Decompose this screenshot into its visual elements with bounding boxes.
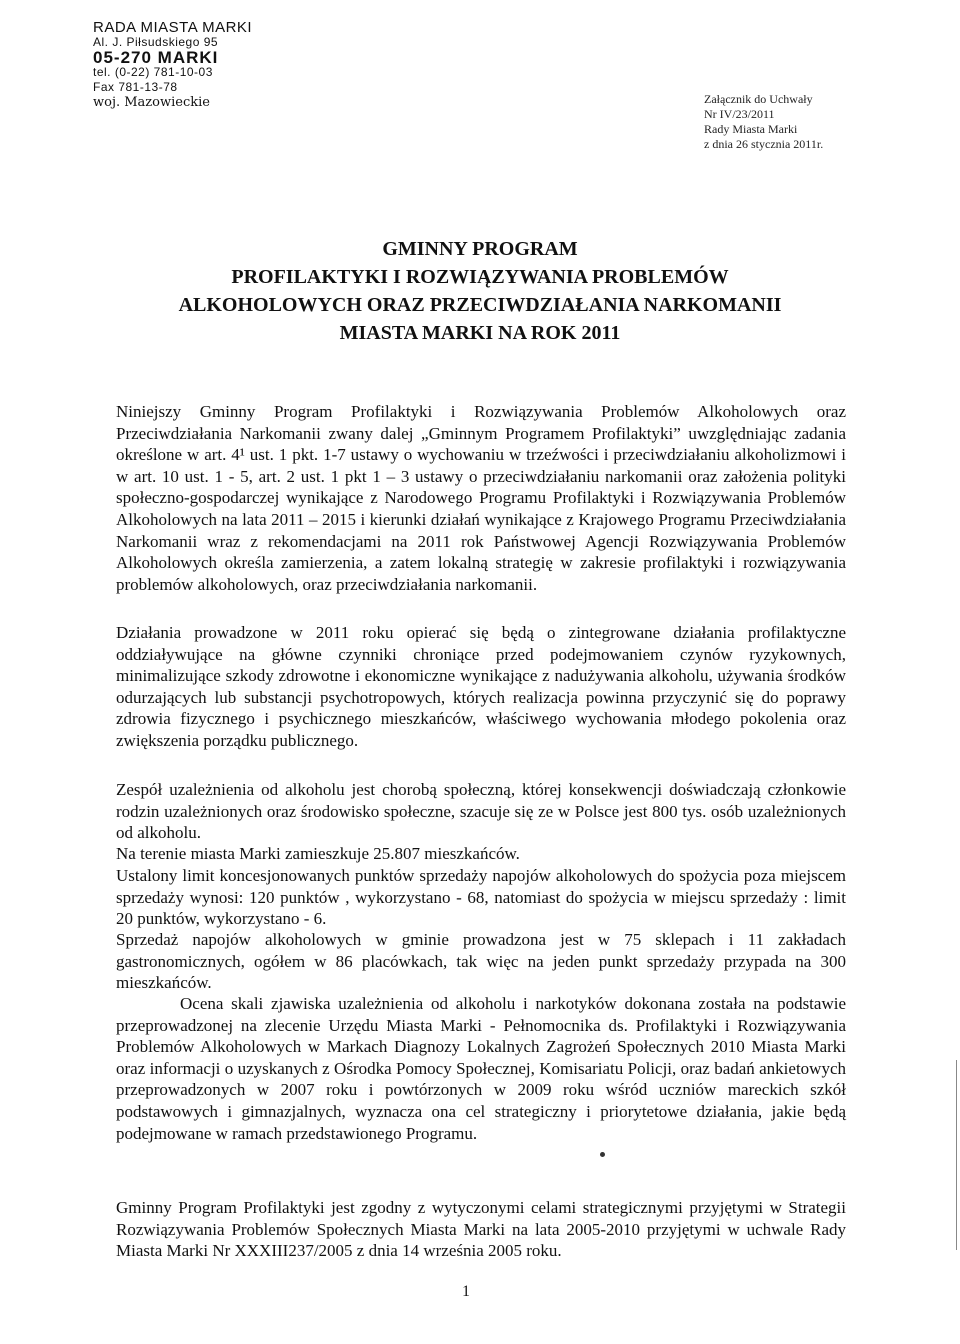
- attachment-line-3: Rady Miasta Marki: [704, 122, 798, 136]
- stamp-fax: Fax 781-13-78: [93, 80, 178, 94]
- intro-paragraph: Niniejszy Gminny Program Profilaktyki i Rozwiązywania Problemów Alkoholowych oraz Przeciwdziałania Narkomanii zwany dalej „Gminnym Programem Profilaktyki” uwzględniając zadania określone w art. 4¹ ust. 1 pkt. 1-7 ustawy o wychowaniu w trzeźwości i przeciwdziałaniu alkoholizmowi i w art. 10 ust. 1 - 5, art. 2 ust. 1 pkt 1 – 3 ustawy o przeciwdziałaniu narkomanii oraz założenia polityki społeczno-gospodarczej wynikające z Narodowego Programu Profilaktyki i Rozwiązywania Problemów Alkoholowych na lata 2011 – 2015 i kierunki działań wynikające z Krajowego Programu Przeciwdziałania Narkomanii wraz z rekomendacjami na 2011 rok Państwowej Agencji Rozwiązywania Problemów Alkoholowych określa zamierzenia, a zatem lokalną strategię w zakresie profilaktyki i rozwiązywania problemów alkoholowych, oraz przeciwdziałania narkomanii.: [116, 402, 846, 594]
- stamp-council-name: RADA MIASTA MARKI: [93, 19, 253, 36]
- stray-mark: [600, 1152, 605, 1157]
- page-number: 1: [462, 1283, 470, 1300]
- assessment-paragraph: Ocena skali zjawiska uzależnienia od alkoholu i narkotyków dokonana została na podstawie przeprowadzonej na zlecenie Urzędu Miasta Marki - Pełnomocnika ds. Profilaktyki i Rozwiązywania Problemów Alkoholowych w Markach Diagnozy Lokalnych Zagrożeń Społecznych 2010 Miasta Marki oraz informacji o uzyskanych z Ośrodka Pomocy Społecznej, Komisariatu Policji, oraz badań ankietowych przeprowadzonych w 2007 roku i powtórzonych w 2009 roku wśród uczniów mareckich szkół podstawowych i gimnazjalnych, wyznacza ona cel strategiczny i priorytetowe działania, jakie będą podejmowane w ramach przedstawionego Programu.: [116, 994, 846, 1143]
- title-line-3: ALKOHOLOWYCH ORAZ PRZECIWDZIAŁANIA NARKOMANII: [178, 294, 782, 316]
- title-line-2: PROFILAKTYKI I ROZWIĄZYWANIA PROBLEMÓW: [231, 266, 729, 288]
- sales-points-paragraph: Sprzedaż napojów alkoholowych w gminie prowadzona jest w 75 sklepach i 11 zakładach gastronomicznych, ogółem w 86 placówkach, tak więc na jeden punkt sprzedaży przypada na 300 mieszkańców.: [116, 930, 846, 993]
- title-line-4: MIASTA MARKI NA ROK 2011: [339, 322, 621, 344]
- dependency-paragraph: Zespół uzależnienia od alkoholu jest chorobą społeczną, której konsekwencji doświadczają członkowie rodzin uzależnionych oraz środowisko społeczne, szacuje się ze w Polsce jest 800 tys. osób uzależnionych od alkoholu.: [116, 780, 846, 843]
- attachment-note: [704, 92, 823, 152]
- title-line-1: GMINNY PROGRAM: [382, 238, 578, 260]
- stamp-street: Al. J. Piłsudskiego 95: [93, 35, 219, 49]
- attachment-line-4: z dnia 26 stycznia 2011r.: [704, 137, 824, 151]
- strategy-paragraph: Gminny Program Profilaktyki jest zgodny z wytyczonymi celami strategicznymi przyjętymi w Strategii Rozwiązywania Problemów Społecznych Miasta Marki na lata 2005-2010 przyjętymi w uchwale Rady Miasta Marki Nr XXXIII237/2005 z dnia 14 września 2005 roku.: [116, 1198, 846, 1261]
- stamp-phone: tel. (0-22) 781-10-03: [93, 65, 213, 79]
- council-stamp: [93, 20, 252, 110]
- stamp-postcode-city: 05-270 MARKI: [93, 48, 219, 67]
- population-paragraph: Na terenie miasta Marki zamieszkuje 25.807 mieszkańców.: [116, 844, 520, 863]
- actions-paragraph: Działania prowadzone w 2011 roku opierać się będą o zintegrowane działania profilaktyczne oddziaływujące na główne czynniki chroniące przed podejmowaniem czynów ryzykownych, minimalizujące szkody zdrowotne i ekonomiczne wynikające z nadużywania alkoholu, używania środków odurzających lub substancji psychotropowych, których realizacja powinna przyczynić się do poprawy zdrowia fizycznego i psychicznego mieszkańców, właściwego wychowania młodego pokolenia oraz zwiększenia porządku publicznego.: [116, 623, 846, 750]
- sales-limit-paragraph: Ustalony limit koncesjonowanych punktów sprzedaży napojów alkoholowych do spożycia poza miejscem sprzedaży wynosi: 120 punktów , wykorzystano - 68, natomiast do spożycia w miejscu sprzedaży : limit 20 punktów, wykorzystano - 6.: [116, 866, 846, 929]
- scan-edge-line: [956, 1060, 957, 1250]
- attachment-line-2: Nr IV/23/2011: [704, 107, 775, 121]
- document-title: [60, 235, 900, 347]
- stamp-voivodeship: woj. Mazowieckie: [93, 95, 210, 110]
- attachment-line-1: Załącznik do Uchwały: [704, 92, 813, 106]
